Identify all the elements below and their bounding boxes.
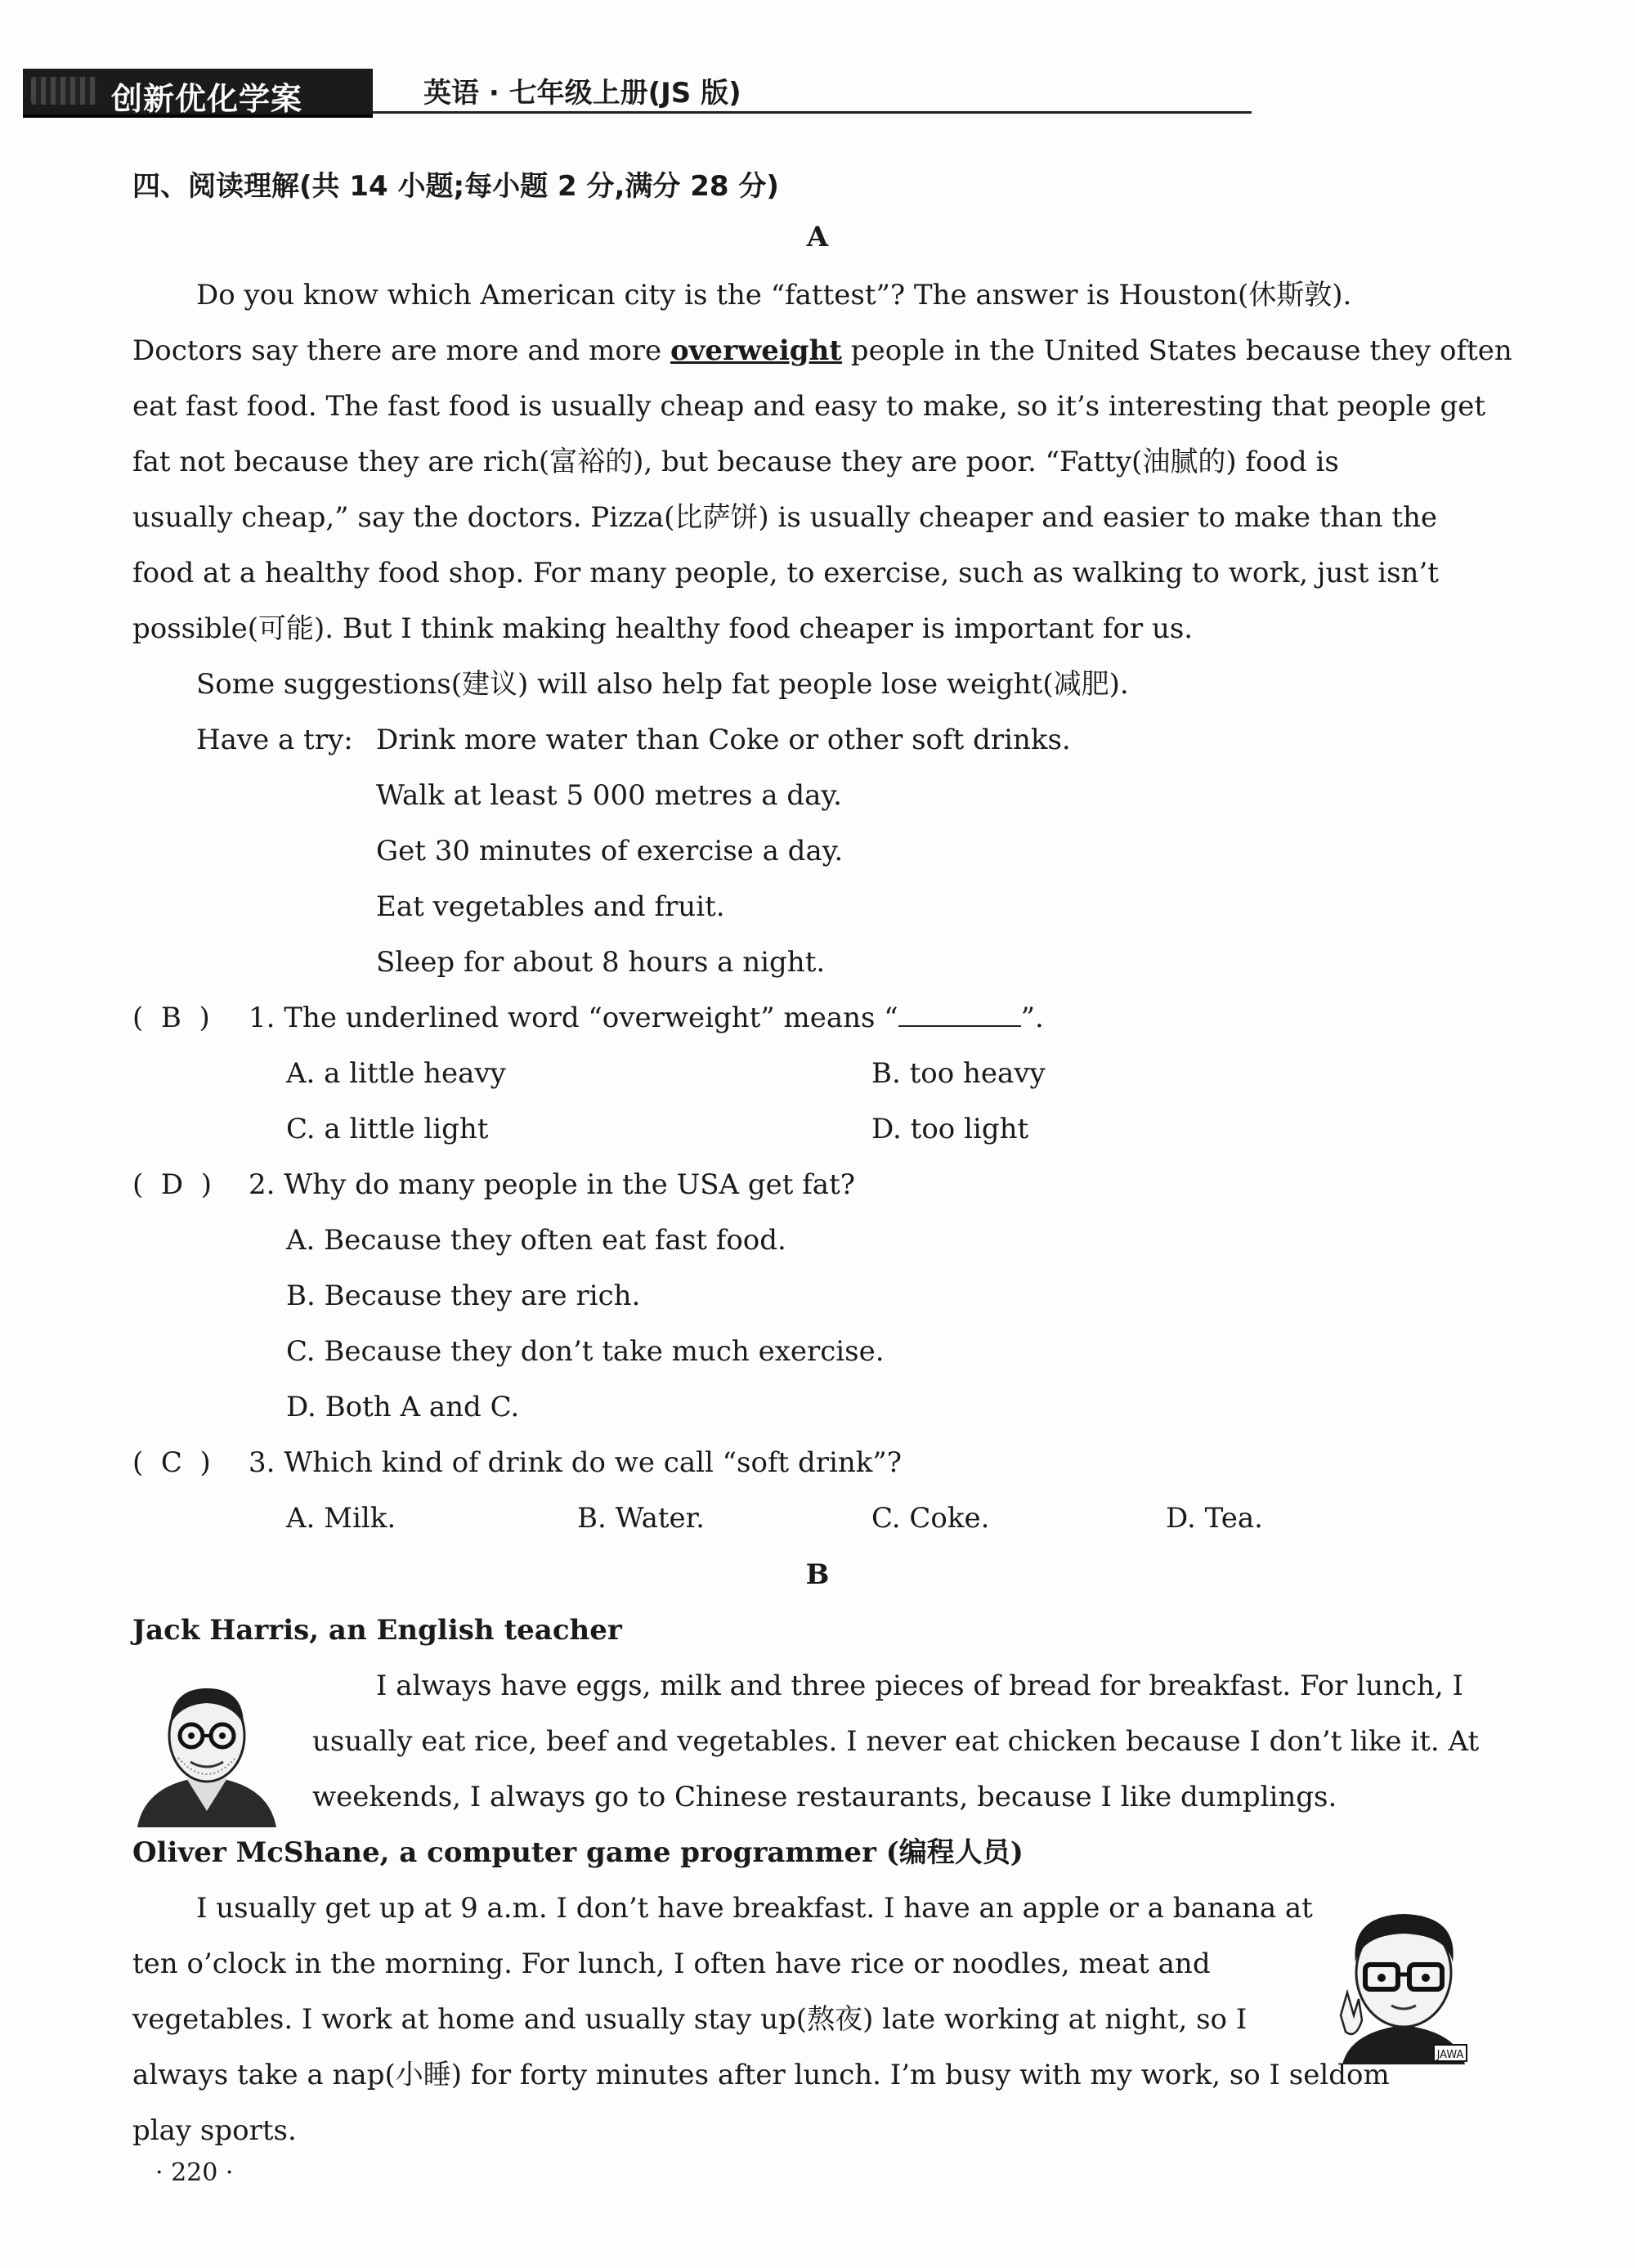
question-2-stem: 2. Why do many people in the USA get fat? [249, 1168, 855, 1201]
question-1-option: A. a little heavy [286, 1057, 506, 1090]
have-a-try-label: Have a try: [196, 724, 353, 756]
passage-a-line-2 [132, 323, 1512, 379]
question-3-option: A. Milk. [286, 1502, 396, 1535]
question-1-answer: B [160, 1002, 181, 1034]
page-header [23, 69, 1229, 117]
oliver-line-3: vegetables. I work at home and usually stay up(熬夜) late working at night, so I [132, 2003, 1248, 2036]
question-1-option: D. too light [871, 1113, 1029, 1145]
question-1-stem-text: 1. The underlined word “overweight” means “ [249, 1002, 898, 1034]
page-number: · 220 · [155, 2158, 234, 2187]
tip-item: Get 30 minutes of exercise a day. [376, 835, 844, 867]
passage-a-paragraph-2: Some suggestions(建议) will also help fat people lose weight(减肥). [196, 668, 1129, 701]
passage-a-line-7: possible(可能). But I think making healthy food cheaper is important for us. [132, 612, 1194, 645]
tip-item: Sleep for about 8 hours a night. [376, 946, 826, 979]
programmer-avatar [1326, 1901, 1481, 2064]
question-2-option: D. Both A and C. [286, 1391, 520, 1423]
answer-blank [898, 1002, 1021, 1027]
question-3-answer: C [160, 1446, 182, 1479]
question-3-option: C. Coke. [871, 1502, 990, 1535]
question-3-stem: 3. Which kind of drink do we call “soft drink”? [249, 1446, 903, 1479]
question-2-option: A. Because they often eat fast food. [286, 1224, 786, 1257]
jack-title: Jack Harris, an English teacher [132, 1614, 622, 1647]
passage-a-line-2-start: Doctors say there are more and more [132, 334, 670, 367]
brand-title: 创新优化学案 [111, 81, 303, 117]
oliver-title: Oliver McShane, a computer game programmer (编程人员) [132, 1836, 1024, 1869]
jack-line-3: weekends, I always go to Chinese restaurants, because I like dumplings. [312, 1781, 1337, 1813]
jack-line-1: I always have eggs, milk and three pieces of bread for breakfast. For lunch, I [376, 1670, 1463, 1702]
passage-a-line-3: eat fast food. The fast food is usually cheap and easy to make, so it’s interesting that people get [132, 390, 1486, 423]
question-1-answer-bracket: ( B ) [132, 1002, 210, 1034]
question-1-stem [249, 990, 1044, 1046]
question-1-option: C. a little light [286, 1113, 489, 1145]
tip-item: Drink more water than Coke or other soft drinks. [376, 724, 1071, 756]
header-rule [373, 111, 1252, 114]
jack-line-2: usually eat rice, beef and vegetables. I never eat chicken because I don’t like it. At [312, 1725, 1480, 1758]
passage-a-line-2-end: people in the United States because they often [842, 334, 1512, 367]
shirt-print: JAWA [1436, 2049, 1464, 2061]
question-3-option: D. Tea. [1166, 1502, 1263, 1535]
question-3-answer-bracket: ( C ) [132, 1446, 211, 1479]
oliver-line-1: I usually get up at 9 a.m. I don’t have breakfast. I have an apple or a banana at [196, 1892, 1313, 1925]
question-2-option: B. Because they are rich. [286, 1280, 641, 1312]
question-2-option: C. Because they don’t take much exercise. [286, 1335, 885, 1368]
question-2-answer-bracket: ( D ) [132, 1168, 213, 1201]
question-1-stem-end: ”. [1020, 1002, 1044, 1034]
brand-decoration [31, 77, 96, 105]
tip-item: Walk at least 5 000 metres a day. [376, 779, 842, 812]
passage-a-label: A [806, 221, 829, 253]
section-title: 四、阅读理解(共 14 小题;每小题 2 分,满分 28 分) [132, 170, 779, 203]
brand-badge [23, 69, 373, 118]
underlined-word: overweight [670, 334, 842, 367]
question-2-answer: D [160, 1168, 184, 1201]
question-1-option: B. too heavy [871, 1057, 1046, 1090]
tip-item: Eat vegetables and fruit. [376, 890, 725, 923]
question-3-option: B. Water. [577, 1502, 705, 1535]
teacher-avatar [129, 1680, 284, 1827]
oliver-line-2: ten o’clock in the morning. For lunch, I often have rice or noodles, meat and [132, 1948, 1211, 1980]
passage-a-line-1: Do you know which American city is the “fattest”? The answer is Houston(休斯敦). [196, 279, 1352, 312]
passage-a-line-4: fat not because they are rich(富裕的), but because they are poor. “Fatty(油腻的) food is [132, 446, 1339, 478]
oliver-line-4: always take a nap(小睡) for forty minutes after lunch. I’m busy with my work, so I seldom [132, 2059, 1390, 2091]
passage-a-line-6: food at a healthy food shop. For many people, to exercise, such as walking to work, just isn’t [132, 557, 1439, 589]
passage-a-line-5: usually cheap,” say the doctors. Pizza(比萨饼) is usually cheaper and easier to make than the [132, 501, 1438, 534]
oliver-line-5: play sports. [132, 2114, 297, 2147]
subject-title: 英语 · 七年级上册(JS 版) [423, 77, 741, 110]
passage-b-label: B [805, 1558, 830, 1591]
